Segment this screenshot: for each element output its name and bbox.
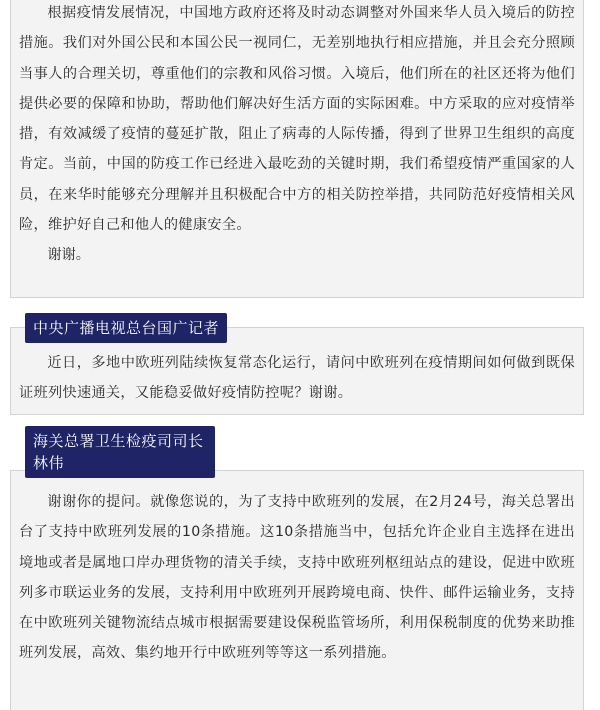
answer-block-2 (10, 470, 584, 710)
answer-paragraph: 根据疫情发展情况，中国地方政府还将及时动态调整对外国来华人员入境后的防控措施。我们对外国公民和本国公民一视同仁，无差别地执行相应措施，并且会充分照顾当事人的合理关切，尊重他们的宗教和风俗习惯。入境后，他们所在的社区还将为他们提供必要的保障和协助，帮助他们解决好生活方面的实际困难。中方采取的应对疫情举措，有效减缓了疫情的蔓延扩散，阻止了病毒的人际传播，得到了世界卫生组织的高度肯定。当前，中国的防疫工作已经进入最吃劲的关键时期，我们希望疫情严重国家的人员，在来华时能够充分理解并且积极配合中方的相关防控举措，共同防范好疫情相关风险，维护好自己和他人的健康安全。 (19, 5, 575, 234)
answer-paragraph: 谢谢你的提问。就像您说的，为了支持中欧班列的发展，在2月24号，海关总署出台了支持中欧班列发展的10条措施。这10条措施当中，包括允许企业自主选择在进出境地或者是属地口岸办理货物的清关手续，支持中欧班列枢纽站点的建设，促进中欧班列多市联运业务的发展，支持利用中欧班列开展跨境电商、快件、邮件运输业务，支持在中欧班列关键物流结点城市根据需要建设保税监管场所，利用保税制度的优势来助推班列发展，高效、集约地开行中欧班列等等这一系列措施。 (19, 494, 575, 662)
speaker-title: 海关总署卫生检疫司司长 (33, 432, 204, 450)
speaker-name: 林伟 (33, 454, 65, 472)
closing-thanks: 谢谢。 (47, 247, 90, 264)
speaker-label-official (25, 426, 215, 478)
speaker-label-reporter: 中央广播电视总台国广记者 (25, 313, 227, 343)
question-paragraph: 近日，多地中欧班列陆续恢复常态化运行，请问中欧班列在疫情期间如何做到既保证班列快速通关，又能稳妥做好疫情防控呢？谢谢。 (19, 355, 575, 402)
answer-block-1 (10, 0, 584, 298)
